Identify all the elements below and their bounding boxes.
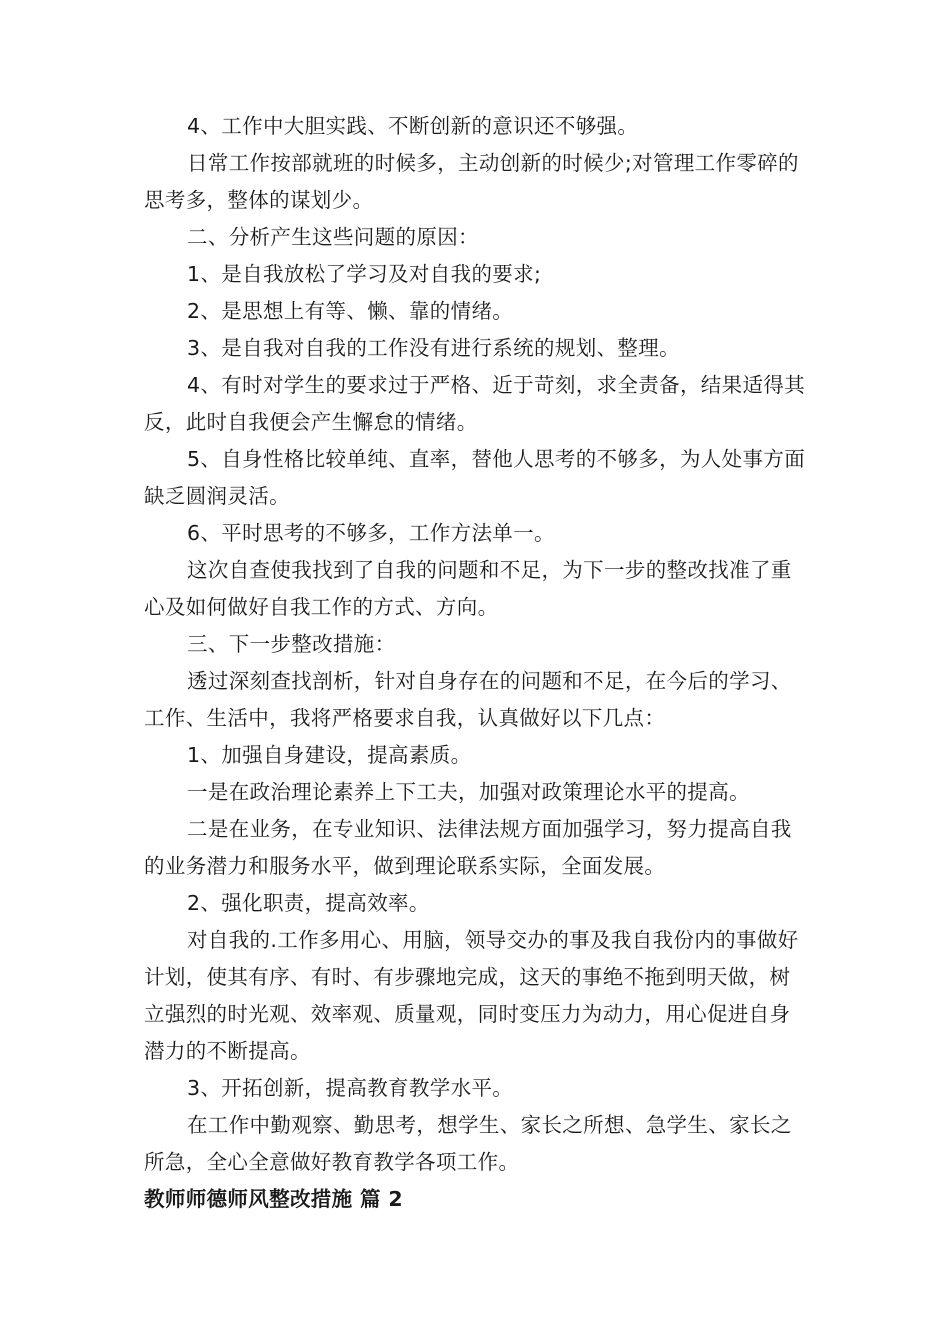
- paragraph: 对自我的.工作多用心、用脑，领导交办的事及我自我份内的事做好计划，使其有序、有时、有步骤地完成，这天的事绝不拖到明天做，树立强烈的时光观、效率观、质量观，同时变压力为动力，用心促进自身潜力的不断提高。: [144, 928, 799, 1063]
- paragraph: 一是在政治理论素养上下工夫，加强对政策理论水平的提高。: [187, 780, 750, 804]
- paragraph: 日常工作按部就班的时候多，主动创新的时候少;对管理工作零碎的思考多，整体的谋划少。: [144, 151, 799, 212]
- paragraph: 1、是自我放松了学习及对自我的要求;: [187, 262, 542, 286]
- paragraph: 2、是思想上有等、懒、靠的情绪。: [187, 299, 514, 323]
- paragraph: 6、平时思考的不够多，工作方法单一。: [187, 521, 555, 545]
- document-body: [144, 108, 809, 1218]
- paragraph: 3、是自我对自我的工作没有进行系统的规划、整理。: [187, 336, 680, 360]
- paragraph: 1、加强自身建设，提高素质。: [187, 743, 472, 767]
- paragraph: 4、有时对学生的要求过于严格、近于苛刻，求全责备，结果适得其反，此时自我便会产生懈怠的情绪。: [144, 373, 806, 434]
- paragraph: 3、开拓创新，提高教育教学水平。: [187, 1076, 514, 1100]
- paragraph: 透过深刻查找剖析，针对自身存在的问题和不足，在今后的学习、工作、生活中，我将严格要求自我，认真做好以下几点：: [144, 669, 792, 730]
- paragraph: 在工作中勤观察、勤思考，想学生、家长之所想、急学生、家长之所急，全心全意做好教育教学各项工作。: [144, 1113, 792, 1174]
- paragraph: 5、自身性格比较单纯、直率，替他人思考的不够多，为人处事方面缺乏圆润灵活。: [144, 447, 806, 508]
- paragraph: 这次自查使我找到了自我的问题和不足，为下一步的整改找准了重心及如何做好自我工作的方式、方向。: [144, 558, 792, 619]
- paragraph: 三、下一步整改措施：: [187, 632, 396, 656]
- paragraph: 4、工作中大胆实践、不断创新的意识还不够强。: [187, 114, 639, 138]
- paragraph: 二是在业务，在专业知识、法律法规方面加强学习，努力提高自我的业务潜力和服务水平，做到理论联系实际，全面发展。: [144, 817, 792, 878]
- paragraph: 二、分析产生这些问题的原因：: [187, 225, 479, 249]
- paragraph: 2、强化职责，提高效率。: [187, 891, 430, 915]
- section-heading: 教师师德师风整改措施 篇 2: [144, 1187, 403, 1211]
